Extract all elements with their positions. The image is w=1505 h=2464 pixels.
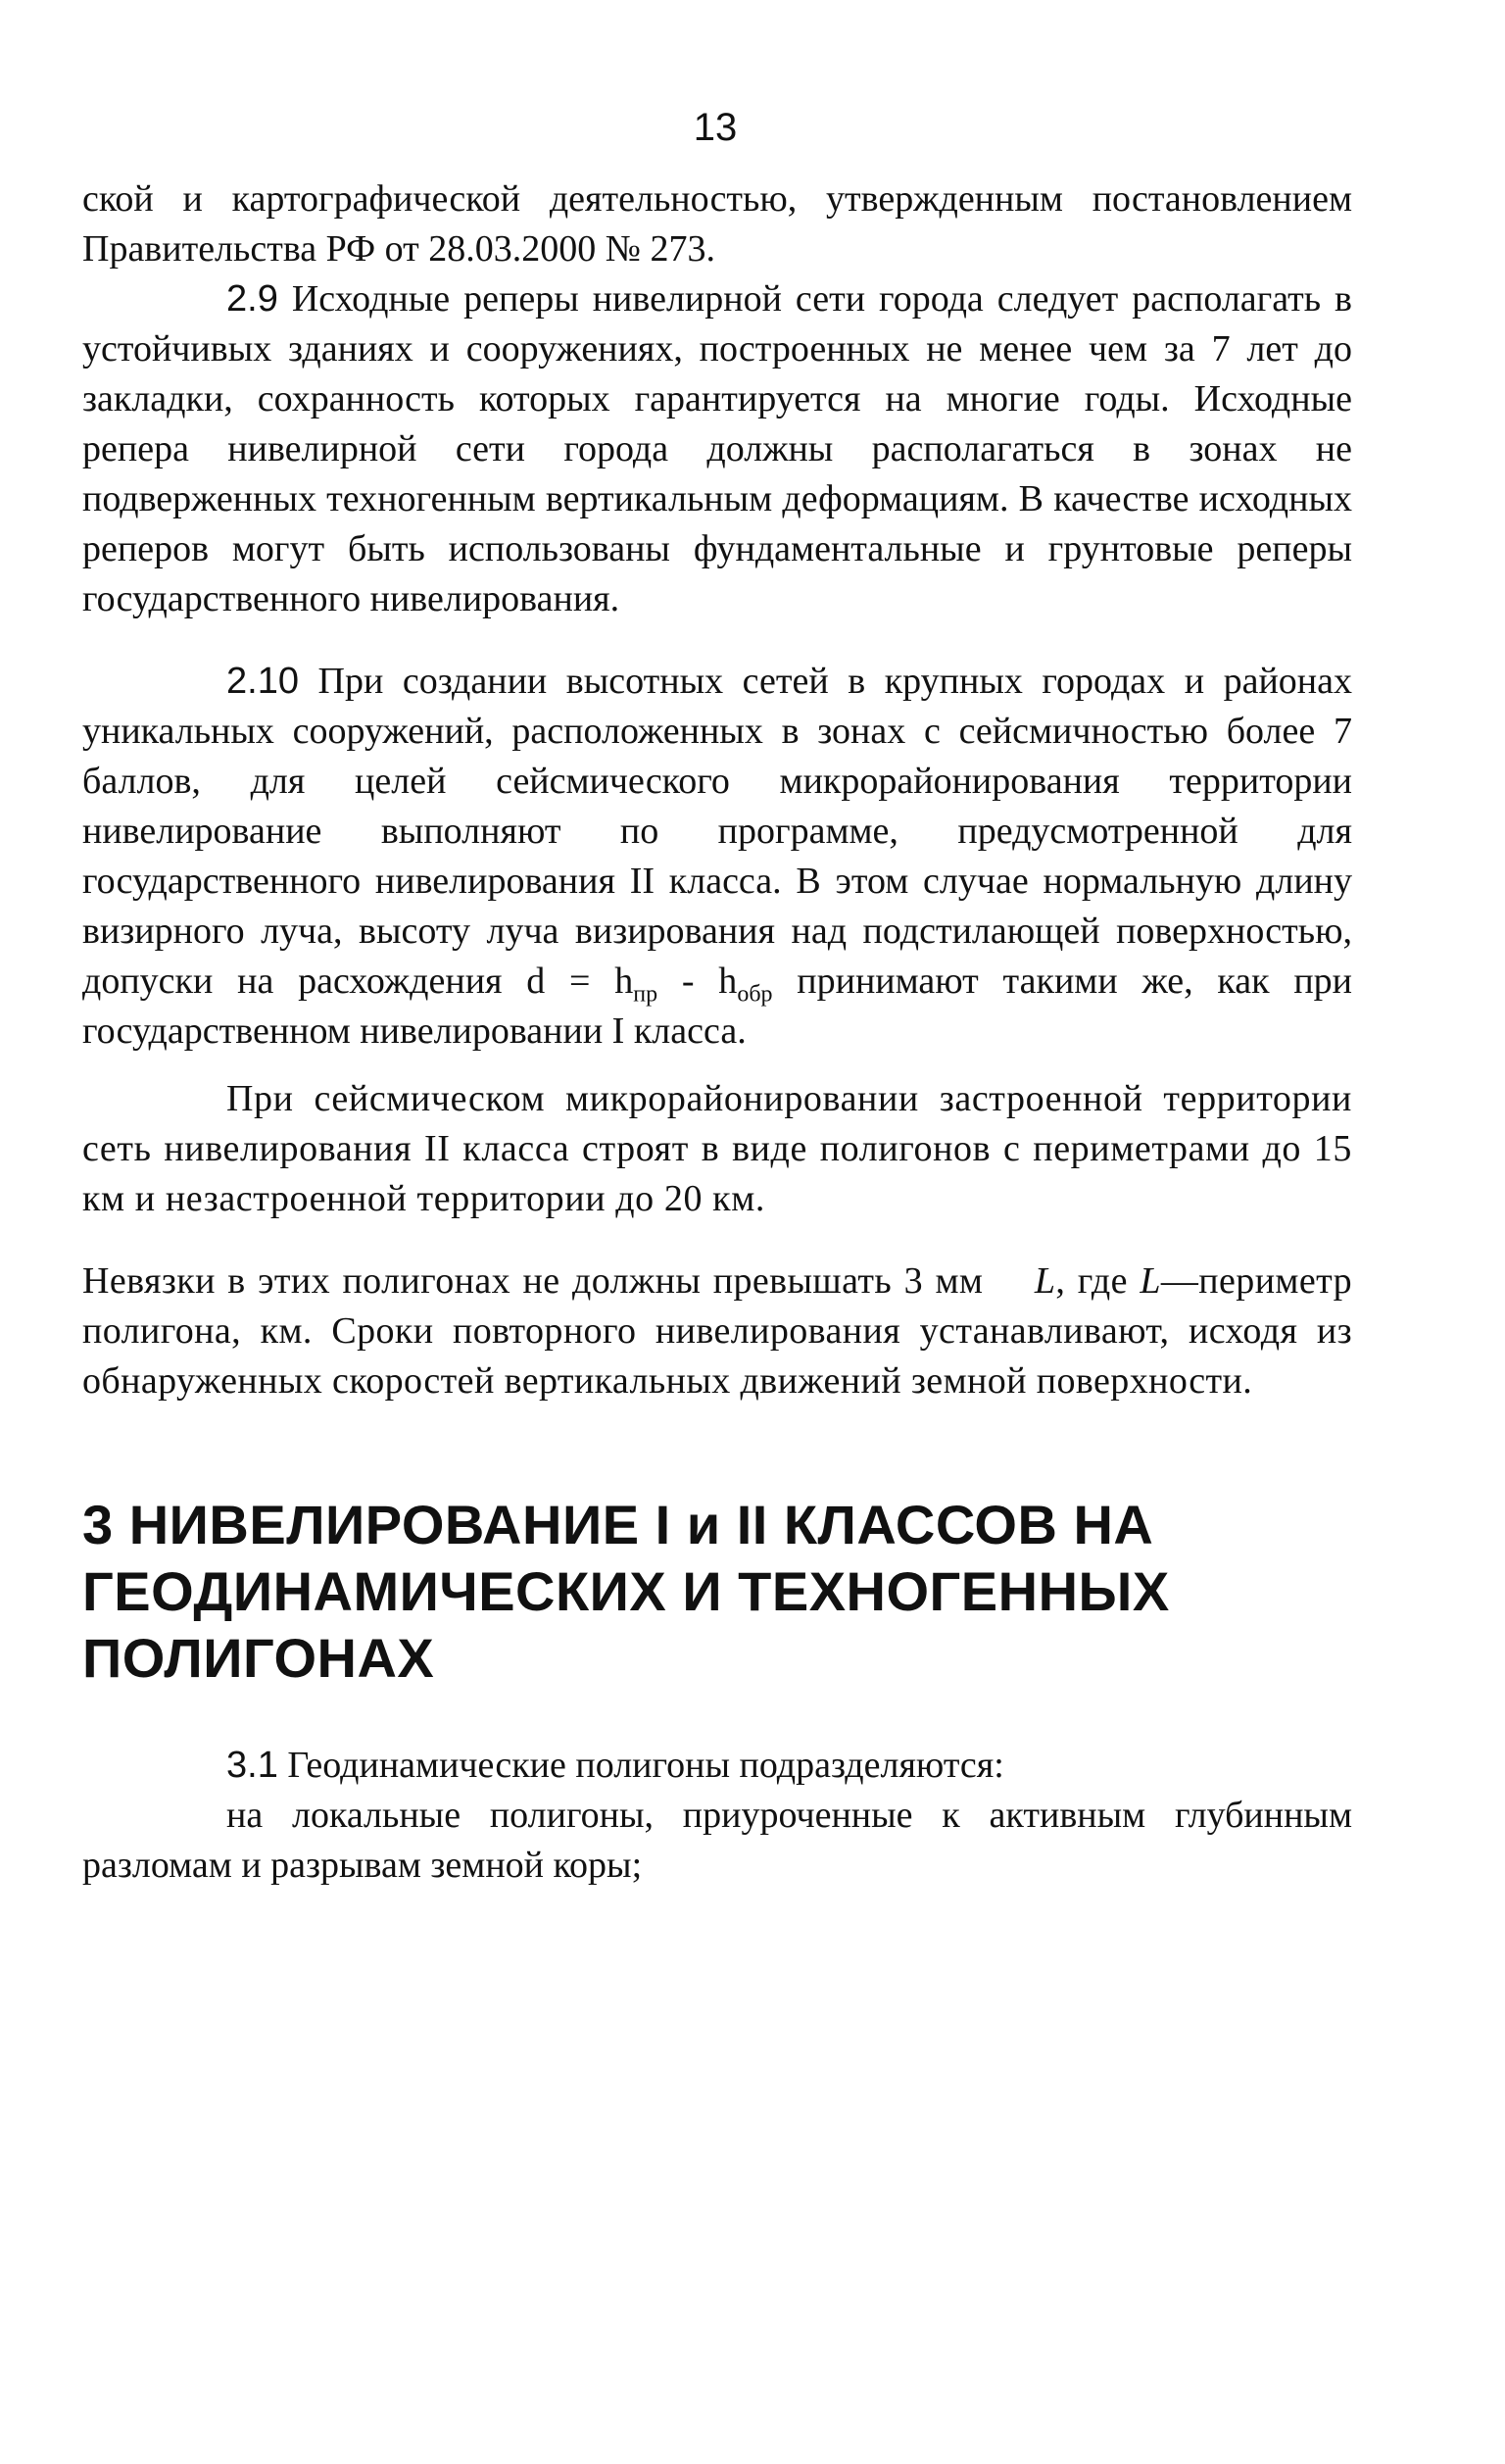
variable-L: L: [1034, 1260, 1056, 1302]
paragraph-2-9: [82, 274, 1352, 624]
subscript-backward: обр: [737, 981, 773, 1008]
formula-minus: - h: [657, 961, 738, 1002]
clause-number: 2.9: [226, 278, 278, 320]
page-number: 13: [693, 106, 738, 149]
paragraph-seismic-zoning: [82, 1074, 1352, 1224]
paragraph-text: ской и картографической деятельностью, утвержденным постановлением Правительства РФ от 28.03.2000 № 273.: [82, 178, 1352, 270]
clause-number: 3.1: [226, 1745, 278, 1786]
paragraph-text: принимают такими же, как при государственном нивелировании I класса.: [82, 961, 1352, 1052]
paragraph-text: Исходные реперы нивелирной сети города следует располагать в устойчивых зданиях и сооружениях, построенных не менее чем за 7 лет до закладки, сохранность которых гарантируется на многие годы. Исходные репера нивелирной сети города должны располагаться в зонах не подверженных техногенным вертикальным деформациям. В качестве исходных реперов могут быть использованы фундаментальные и грунтовые реперы государственного нивелирования.: [82, 278, 1352, 619]
paragraph-text: —периметр полигона, км. Сроки повторного нивелирования устанавливают, исходя из обнаруженных скоростей вертикальных движений земной поверхности.: [82, 1260, 1353, 1402]
section-heading-3: 3 НИВЕЛИРОВАНИЕ I и II КЛАССОВ НА ГЕОДИНАМИЧЕСКИХ И ТЕХНОГЕННЫХ ПОЛИГОНАХ: [82, 1494, 1170, 1689]
paragraph-misclosure: [82, 1257, 1352, 1406]
paragraph-text: , где: [1055, 1260, 1141, 1302]
paragraph-text: Геодинамические полигоны подразделяются:: [277, 1745, 1004, 1786]
paragraph-local-polygons: [82, 1791, 1352, 1891]
paragraph-text: При сейсмическом микрорайонировании застроенной территории сеть нивелирования II класса строят в виде полигонов с периметрами до 15 км и незастроенной территории до 20 км.: [82, 1078, 1352, 1219]
paragraph-text: Невязки в этих полигонах не должны превышать 3 мм: [82, 1260, 995, 1302]
sqrt-L-formula: [995, 1257, 1056, 1306]
subscript-forward: пр: [633, 981, 658, 1008]
paragraph-text: При создании высотных сетей в крупных городах и районах уникальных сооружений, расположенных в зонах с сейсмичностью более 7 баллов, для целей сейсмического микрорайонирования территории нивелирование выполняют по программе, предусмотренной для государственного нивелирования II класса. В этом случае нормальную длину визирного луча, высоту луча визирования над подстилающей поверхностью, допуски на расхождения d = h: [82, 661, 1352, 1002]
paragraph-3-1: [82, 1741, 1352, 1791]
paragraph-text: на локальные полигоны, приуроченные к активным глубинным разломам и разрывам земной коры;: [82, 1795, 1352, 1886]
clause-number: 2.10: [226, 661, 299, 702]
paragraph-intro-continuation: [82, 174, 1352, 274]
variable-L: L: [1140, 1260, 1161, 1302]
paragraph-2-10: [82, 657, 1352, 1057]
